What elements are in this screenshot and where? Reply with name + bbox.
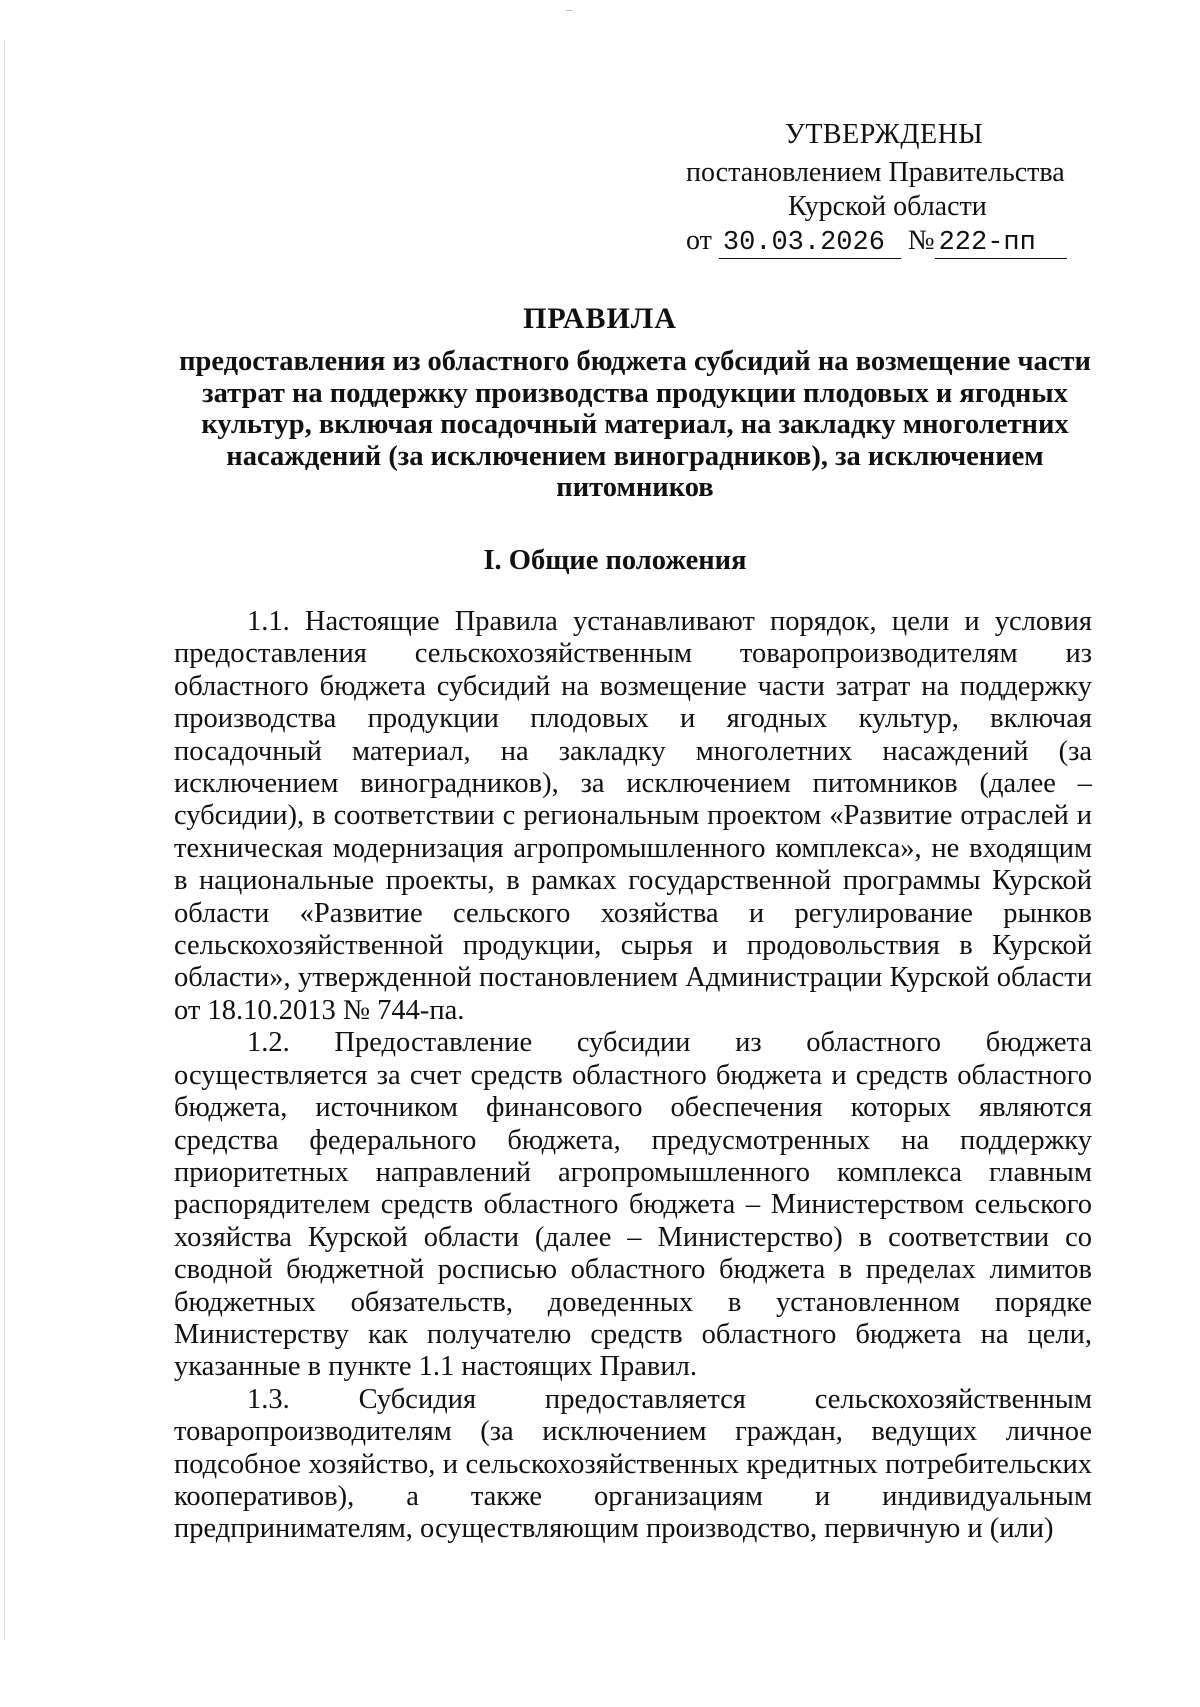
document-body [174, 606, 1092, 1546]
approval-date: 30.03.2026 [719, 228, 901, 259]
approval-number: 222-пп [935, 228, 1067, 259]
paragraph-1-1: 1.1. Настоящие Правила устанавливают порядок, цели и условия предоставления сельскохозяйственным товаропроизводителям из областного бюджета субсидий на возмещение части затрат на поддержку производства продукции плодовых и ягодных культур, включая посадочный материал, на закладку многолетних насаждений (за исключением виноградников), за исключением питомников (далее – субсидии), в соответствии с региональным проектом «Развитие отраслей и техническая модернизация агропромышленного комплекса», не входящим в национальные проекты, в рамках государственной программы Курской области «Развитие сельского хозяйства и регулирование рынков сельскохозяйственной продукции, сырья и продовольствия в Курской области», утвержденной постановлением Администрации Курской области от 18.10.2013 № 744-па. [174, 606, 1092, 1026]
approval-issuer: постановлением Правительства [686, 157, 1065, 188]
paragraph-1-2: 1.2. Предоставление субсидии из областного бюджета осуществляется за счет средств областного бюджета и средств областного бюджета, источником финансового обеспечения которых являются средства федерального бюджета, предусмотренных на поддержку приоритетных направлений агропромышленного комплекса главным распорядителем средств областного бюджета – Министерством сельского хозяйства Курской области (далее – Министерство) в соответствии со сводной бюджетной росписью областного бюджета в пределах лимитов бюджетных обязательств, доведенных в установленном порядке Министерству как получателю средств областного бюджета на цели, указанные в пункте 1.1 настоящих Правил. [174, 1027, 1092, 1383]
document-title: ПРАВИЛА [523, 302, 677, 335]
scan-left-edge [4, 40, 5, 1640]
scan-mark [566, 10, 572, 11]
approval-date-number [686, 224, 1067, 259]
document-subtitle: предоставления из областного бюджета субсидий на возмещение части затрат на поддержку производства продукции плодовых и ягодных культур, включая посадочный материал, на закладку многолетних насаждений (за исключением виноградников), за исключением питомников [179, 346, 1091, 503]
approval-title: УТВЕРЖДЕНЫ [785, 119, 984, 150]
section-heading: I. Общие положения [483, 545, 747, 576]
number-prefix: № [907, 225, 935, 256]
paragraph-1-3: 1.3. Субсидия предоставляется сельскохозяйственным товаропроизводителям (за исключением граждан, ведущих личное подсобное хозяйство, и сельскохозяйственных кредитных потребительских кооперативов), а также организациям и индивидуальным предпринимателям, осуществляющим производство, первичную и (или) [174, 1383, 1092, 1545]
approval-region: Курской области [788, 191, 987, 222]
date-prefix: от [686, 225, 712, 256]
